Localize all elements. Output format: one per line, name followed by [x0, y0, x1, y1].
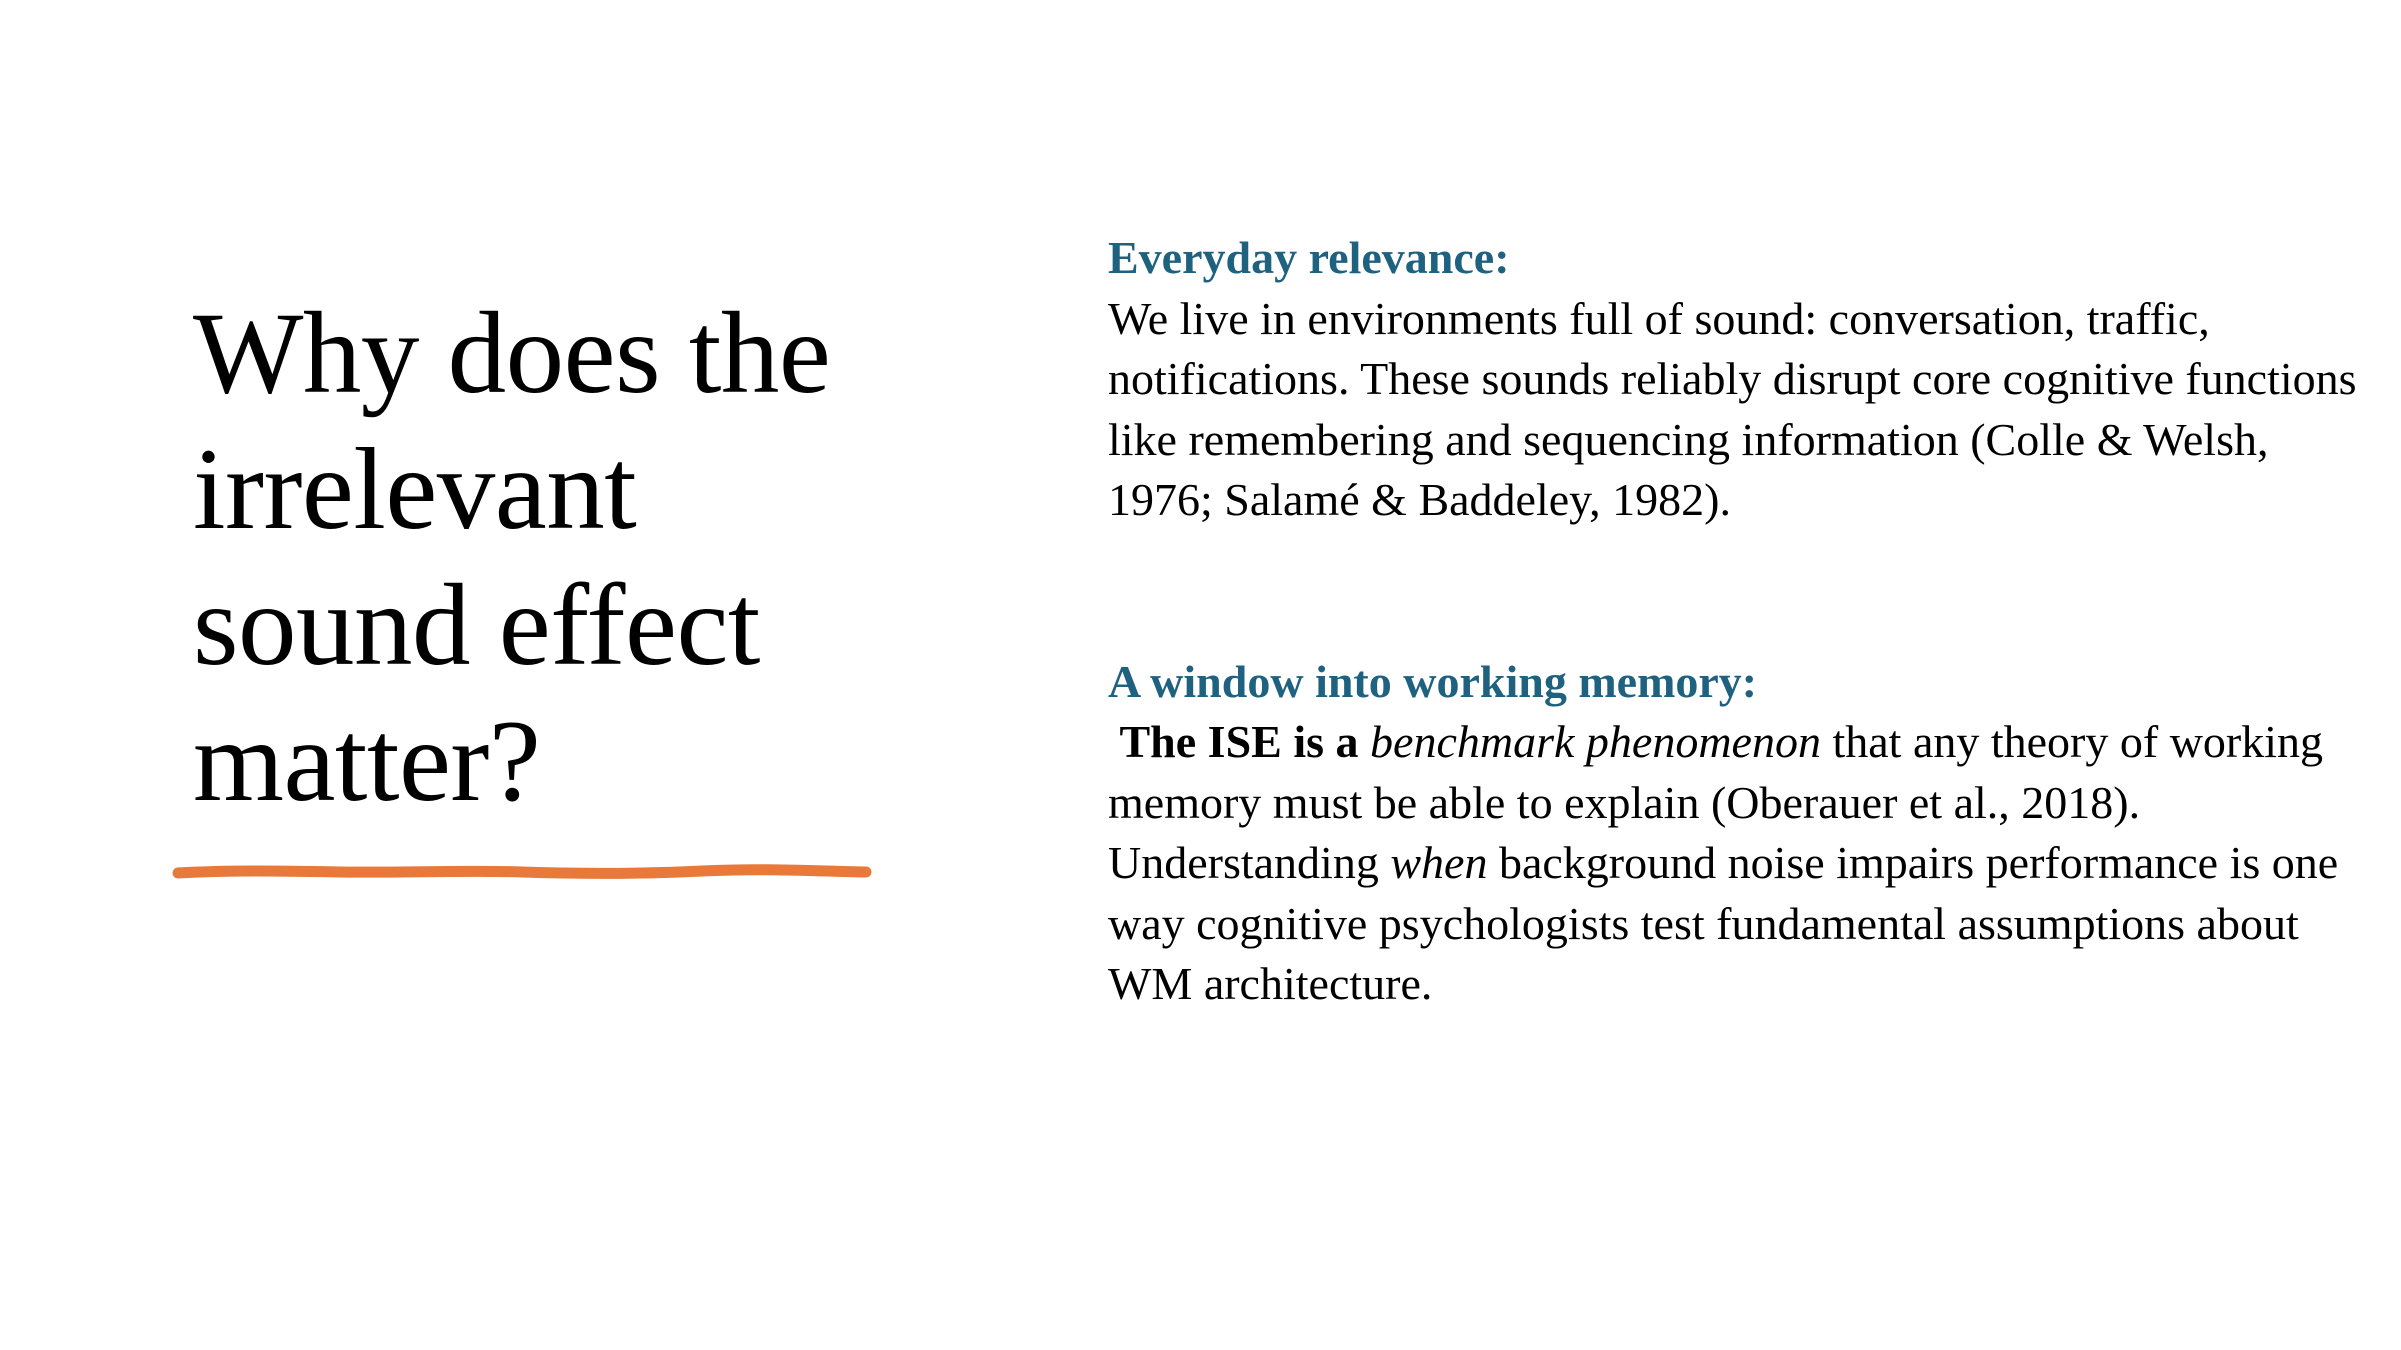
paragraph-working-memory: [1108, 712, 2358, 1015]
bold-phrase: The ISE is a: [1119, 716, 1359, 767]
slide-title: [193, 286, 993, 830]
title-line-1: Why does the: [193, 289, 831, 418]
paragraph-text-part-2: that any theory of working memory must be able to explain (Oberauer et al., 2018). Understanding: [1108, 716, 2324, 888]
heading-everyday-relevance: Everyday relevance:: [1108, 232, 1510, 283]
slide-content: [1108, 228, 2358, 1015]
italic-phrase-benchmark: benchmark phenomenon: [1370, 716, 1821, 767]
paragraph-everyday-relevance: We live in environments full of sound: conversation, traffic, notifications. These sounds reliably disrupt core cognitive functions like remembering and sequencing information (Colle & Welsh, 1976; Salamé & Baddeley, 1982).: [1108, 292, 2357, 525]
section-spacer: [1108, 531, 2358, 652]
heading-working-memory: A window into working memory:: [1108, 655, 1758, 707]
italic-word-when: when: [1390, 837, 1488, 888]
title-line-2: irrelevant: [193, 425, 637, 554]
paragraph-text-part-3: background noise impairs performance is one way cognitive psychologists test fundamental assumptions about WM architecture.: [1108, 837, 2339, 1009]
title-line-3: sound effect: [193, 561, 760, 690]
title-line-4: matter?: [193, 697, 541, 826]
title-underline-decoration: [172, 862, 872, 882]
